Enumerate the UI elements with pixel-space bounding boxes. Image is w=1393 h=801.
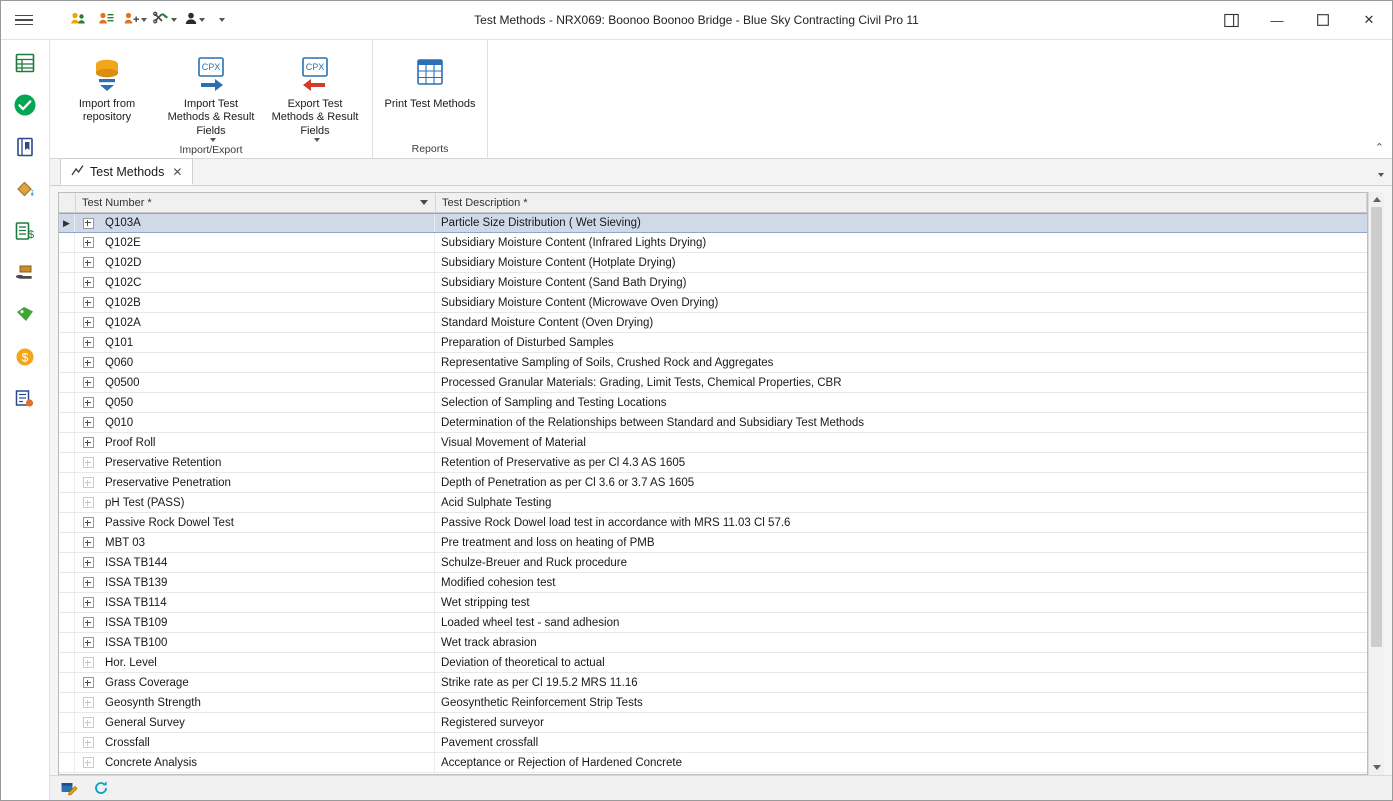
row-expand-button[interactable] [75,513,101,532]
cell-test-description[interactable]: Retention of Preservative as per Cl 4.3 AS 1605 [441,456,686,469]
grid-rows [59,213,1367,773]
table-row[interactable] [59,353,1367,373]
plus-box-icon[interactable] [83,317,94,328]
scroll-down-button[interactable] [1369,760,1384,775]
table-row[interactable] [59,253,1367,273]
table-row[interactable] [59,613,1367,633]
cell-test-description[interactable]: Selection of Sampling and Testing Locations [441,396,667,409]
row-expand-button[interactable] [75,713,101,732]
plus-box-icon[interactable] [83,557,94,568]
cell-test-number[interactable]: Q0500 [101,373,435,392]
row-expand-button[interactable] [75,253,101,272]
cell-test-number[interactable]: Preservative Retention [101,453,435,472]
plus-box-icon[interactable] [83,397,94,408]
cell-test-number[interactable]: ISSA TB114 [101,593,435,612]
plus-box-icon[interactable] [83,537,94,548]
row-indicator [59,493,75,512]
row-indicator [59,653,75,672]
cell-test-description[interactable]: Schulze-Breuer and Ruck procedure [441,556,628,569]
refresh-icon[interactable] [92,779,110,797]
ribbon-group-title-reports: Reports [411,143,449,155]
cell-test-description[interactable]: Acid Sulphate Testing [441,496,552,509]
table-row[interactable] [59,653,1367,673]
plus-box-icon[interactable] [83,757,94,768]
plus-box-icon[interactable] [83,257,94,268]
cell-test-number[interactable]: Geosynth Strength [101,693,435,712]
table-row[interactable] [59,553,1367,573]
cell-test-description[interactable]: Deviation of theoretical to actual [441,656,605,669]
sidebar-item-deliveries[interactable] [11,260,39,288]
import-test-methods-button[interactable] [160,50,262,144]
plus-box-icon[interactable] [83,357,94,368]
table-row[interactable] [59,533,1367,553]
table-row[interactable] [59,293,1367,313]
contacts-button[interactable] [65,7,91,33]
cell-test-description[interactable]: Pre treatment and loss on heating of PMB [441,536,655,549]
cell-test-description[interactable]: Determination of the Relationships between Standard and Subsidiary Test Methods [441,416,864,429]
add-contact-button[interactable] [121,7,149,33]
plus-box-icon[interactable] [83,237,94,248]
cell-test-number[interactable]: Q102B [101,293,435,312]
row-expand-button[interactable] [75,733,101,752]
sidebar-item-diary[interactable] [11,134,39,162]
tab-overflow-icon[interactable] [1378,173,1384,177]
cell-test-description[interactable]: Processed Granular Materials: Grading, Limit Tests, Chemical Properties, CBR [441,376,842,389]
row-indicator [59,353,75,372]
cell-test-number[interactable]: Q101 [101,333,435,352]
cell-test-description[interactable]: Subsidiary Moisture Content (Microwave Oven Drying) [441,296,719,309]
hamburger-line [15,15,33,17]
tab-label: Test Methods [90,164,165,179]
column-test-number-label: Test Number * [82,196,152,209]
row-indicator [59,333,75,352]
row-indicator [59,293,75,312]
plus-box-icon[interactable] [83,437,94,448]
cell-test-description[interactable]: Wet stripping test [441,596,530,609]
row-indicator [59,453,75,472]
plus-box-icon[interactable] [83,737,94,748]
cell-test-description[interactable]: Wet track abrasion [441,636,537,649]
cell-test-description[interactable]: Registered surveyor [441,716,544,729]
plus-box-icon[interactable] [83,337,94,348]
table-row[interactable] [59,693,1367,713]
ribbon-group-reports [373,40,488,158]
main-menu-button[interactable] [1,2,47,39]
row-expand-button[interactable] [75,613,101,632]
table-row[interactable] [59,393,1367,413]
table-row[interactable] [59,413,1367,433]
table-row[interactable] [59,373,1367,393]
table-row[interactable] [59,333,1367,353]
row-indicator [59,513,75,532]
cell-test-number[interactable]: Proof Roll [101,433,435,452]
plus-box-icon[interactable] [83,218,94,229]
document-tab-strip [50,159,1392,186]
plus-box-icon[interactable] [83,457,94,468]
user-icon [184,11,198,30]
row-indicator [59,753,75,772]
tag-icon [14,304,36,329]
scroll-up-button[interactable] [1369,192,1384,207]
paint-bucket-icon [14,178,36,203]
table-row[interactable] [59,573,1367,593]
tab-test-methods[interactable] [60,158,193,185]
main-area [50,40,1392,800]
scroll-thumb[interactable] [1371,207,1382,647]
row-expand-button[interactable] [75,653,101,672]
table-row[interactable] [59,213,1367,233]
sidebar-item-approvals[interactable] [11,92,39,120]
table-row[interactable] [59,313,1367,333]
row-indicator [59,693,75,712]
row-indicator [59,673,75,692]
row-indicator [59,393,75,412]
row-expand-button[interactable] [75,393,101,412]
cell-test-description[interactable]: Loaded wheel test - sand adhesion [441,616,620,629]
sidebar-item-register[interactable] [11,50,39,78]
cell-test-description[interactable]: Subsidiary Moisture Content (Infrared Lights Drying) [441,236,707,249]
cell-test-number[interactable]: Concrete Analysis [101,753,435,772]
table-row[interactable] [59,473,1367,493]
cell-test-number[interactable]: Q010 [101,413,435,432]
cpx-export-icon [295,54,335,94]
table-row[interactable] [59,593,1367,613]
delivery-hand-icon [14,262,36,287]
chevron-down-icon[interactable] [210,138,216,142]
row-expand-button[interactable] [75,453,101,472]
row-expand-button[interactable] [75,553,101,572]
row-indicator [59,233,75,252]
table-row[interactable] [59,513,1367,533]
sidebar-item-costs[interactable] [11,344,39,372]
chart-icon [71,164,84,180]
row-indicator-header [59,193,76,212]
row-expand-button[interactable] [75,373,101,392]
import-from-repository-button[interactable] [56,50,158,127]
row-expand-button[interactable] [75,673,101,692]
dollar-coin-icon [14,346,36,371]
row-indicator [59,313,75,332]
table-row[interactable] [59,433,1367,453]
row-expand-button[interactable] [75,473,101,492]
test-methods-grid [58,192,1368,775]
cell-test-number[interactable]: ISSA TB144 [101,553,435,572]
cell-test-description[interactable]: Visual Movement of Material [441,436,586,449]
chevron-down-icon[interactable] [199,18,205,22]
window-title: Test Methods - NRX069: Boonoo Boonoo Bridge - Blue Sky Contracting Civil Pro 11 [474,13,919,27]
close-icon[interactable]: ✕ [172,164,183,179]
svg-text:CPX: CPX [305,62,325,72]
plus-box-icon[interactable] [83,597,94,608]
svg-text:$: $ [21,350,29,364]
grid-body [59,213,1367,774]
row-expand-button[interactable] [75,293,101,312]
row-indicator [59,573,75,592]
user-button[interactable] [181,7,207,33]
cell-test-description[interactable]: Depth of Penetration as per Cl 3.6 or 3.7 AS 1605 [441,476,695,489]
contact-add-icon [123,11,140,30]
minimize-button[interactable]: — [1270,12,1284,28]
ribbon [50,40,1392,159]
quick-access-toolbar [47,7,235,33]
cell-test-description[interactable]: Subsidiary Moisture Content (Hotplate Drying) [441,256,676,269]
database-import-icon [87,54,127,94]
hamburger-line [15,19,33,21]
cell-test-number[interactable]: Q102D [101,253,435,272]
plus-box-icon[interactable] [83,697,94,708]
chevron-down-icon[interactable] [314,138,320,142]
grid-header-row [59,193,1367,213]
cell-test-description[interactable]: Strike rate as per Cl 19.5.2 MRS 11.16 [441,676,638,689]
plus-box-icon[interactable] [83,677,94,688]
import-test-methods-label: Import Test Methods & Result Fields [167,98,255,137]
print-test-methods-button[interactable] [379,50,481,113]
row-indicator [59,613,75,632]
cell-test-number[interactable]: Grass Coverage [101,673,435,692]
cell-test-number[interactable]: Q050 [101,393,435,412]
cell-test-description[interactable]: Pavement crossfall [441,736,539,749]
plus-box-icon[interactable] [83,657,94,668]
left-icon-bar [1,40,50,800]
contacts-icon [70,11,87,30]
plus-box-icon[interactable] [83,277,94,288]
sidebar-item-finance[interactable] [11,218,39,246]
qat-overflow-button[interactable] [209,7,235,33]
hamburger-line [15,24,33,26]
row-indicator [59,413,75,432]
row-expand-button[interactable] [75,353,101,372]
status-bar [50,775,1392,800]
cell-test-number[interactable]: General Survey [101,713,435,732]
plus-box-icon[interactable] [83,637,94,648]
cell-test-description[interactable]: Passive Rock Dowel load test in accordance with MRS 11.03 Cl 57.6 [441,516,791,529]
cell-test-number[interactable]: Hor. Level [101,653,435,672]
grid-container [50,186,1392,775]
row-indicator [59,713,75,732]
row-expand-button[interactable] [75,433,101,452]
contacts-group-icon [98,11,115,30]
row-expand-button[interactable] [75,313,101,332]
plus-box-icon[interactable] [83,517,94,528]
row-indicator [59,373,75,392]
cell-test-description[interactable]: Particle Size Distribution ( Wet Sieving) [441,217,641,229]
arrow-up-icon [1373,197,1381,202]
cell-test-number[interactable]: pH Test (PASS) [101,493,435,512]
plus-box-icon[interactable] [83,497,94,508]
sidebar-item-tags[interactable] [11,302,39,330]
edit-filter-icon[interactable] [60,779,78,797]
svg-text:CPX: CPX [201,62,221,72]
ledger-dollar-icon [14,220,36,245]
window-controls [1208,2,1392,39]
chevron-down-icon[interactable] [141,18,147,22]
plus-box-icon[interactable] [83,577,94,588]
table-row[interactable] [59,733,1367,753]
table-row[interactable] [59,753,1367,773]
plus-box-icon[interactable] [83,717,94,728]
filter-dropdown-icon[interactable] [420,200,428,205]
cell-test-number[interactable]: ISSA TB109 [101,613,435,632]
chevron-down-icon[interactable] [219,18,225,22]
cell-test-description[interactable]: Representative Sampling of Soils, Crushed Rock and Aggregates [441,356,774,369]
row-expand-button[interactable] [75,233,101,252]
table-row[interactable] [59,633,1367,653]
tools-icon [153,11,170,30]
cell-test-description[interactable]: Preparation of Disturbed Samples [441,336,614,349]
row-expand-button[interactable] [75,633,101,652]
plus-box-icon[interactable] [83,477,94,488]
row-indicator [59,433,75,452]
row-expand-button[interactable] [75,533,101,552]
cell-test-number[interactable]: Q102A [101,313,435,332]
row-expand-button[interactable] [75,573,101,592]
cell-test-description[interactable]: Modified cohesion test [441,576,556,589]
cell-test-description[interactable]: Acceptance or Rejection of Hardened Concrete [441,756,683,769]
row-indicator [59,593,75,612]
row-indicator [59,273,75,292]
cell-test-number[interactable]: Q102C [101,273,435,292]
row-indicator [59,473,75,492]
cell-test-description[interactable]: Geosynthetic Reinforcement Strip Tests [441,696,643,709]
row-indicator [59,533,75,552]
sidebar-item-materials[interactable] [11,176,39,204]
print-grid-icon [411,54,449,94]
report-settings-icon [14,388,36,413]
maximize-button[interactable] [1300,2,1346,39]
row-expand-button[interactable] [75,214,101,232]
row-indicator [59,553,75,572]
cell-test-number[interactable]: ISSA TB139 [101,573,435,592]
row-expand-button[interactable] [75,413,101,432]
cell-test-number[interactable]: Q102E [101,233,435,252]
row-indicator [59,253,75,272]
cell-test-number[interactable]: ISSA TB100 [101,633,435,652]
table-row[interactable] [59,493,1367,513]
layout-button[interactable] [1208,2,1254,39]
table-row[interactable] [59,673,1367,693]
row-indicator [59,633,75,652]
ribbon-group-title-import-export: Import/Export [179,144,243,157]
row-expand-button[interactable] [75,273,101,292]
contacts-group-button[interactable] [93,7,119,33]
grid-vertical-scrollbar[interactable] [1368,192,1384,775]
plus-box-icon[interactable] [83,377,94,388]
chevron-down-icon[interactable] [171,18,177,22]
cpx-import-icon [191,54,231,94]
cell-test-number[interactable]: Passive Rock Dowel Test [101,513,435,532]
check-circle-icon [13,93,37,120]
cell-test-description[interactable]: Standard Moisture Content (Oven Drying) [441,316,654,329]
notebook-icon [14,136,36,161]
column-test-description-label: Test Description * [442,196,528,209]
column-test-number[interactable] [76,193,436,212]
table-row[interactable] [59,713,1367,733]
plus-box-icon[interactable] [83,297,94,308]
export-test-methods-button[interactable] [264,50,366,144]
row-expand-button[interactable] [75,693,101,712]
title-bar [1,1,1392,40]
cell-test-number[interactable]: Q103A [101,214,435,232]
cell-test-number[interactable]: Q060 [101,353,435,372]
scroll-track[interactable] [1369,207,1384,760]
cell-test-number[interactable]: MBT 03 [101,533,435,552]
ribbon-group-items [375,44,485,113]
plus-box-icon[interactable] [83,617,94,628]
ribbon-group-import-export [50,40,373,158]
cell-test-description[interactable]: Subsidiary Moisture Content (Sand Bath Drying) [441,276,687,289]
import-from-repository-label: Import from repository [78,98,136,124]
sidebar-item-reports[interactable] [11,386,39,414]
cell-test-number[interactable]: Preservative Penetration [101,473,435,492]
collapse-ribbon-button[interactable]: ⌃ [1374,142,1384,154]
row-expand-button[interactable] [75,333,101,352]
cell-test-number[interactable]: Crossfall [101,733,435,752]
close-button[interactable]: ✕ [1363,12,1375,27]
row-expand-button[interactable] [75,593,101,612]
table-row[interactable] [59,233,1367,253]
plus-box-icon[interactable] [83,417,94,428]
column-test-description[interactable] [436,193,1367,212]
window-body [1,40,1392,800]
table-row[interactable] [59,453,1367,473]
row-expand-button[interactable] [75,753,101,772]
row-indicator: ▶ [59,214,75,232]
register-grid-icon [14,52,36,77]
ribbon-group-items [52,44,370,144]
row-indicator [59,733,75,752]
table-row[interactable] [59,273,1367,293]
svg-text:$: $ [28,228,35,241]
tools-button[interactable] [151,7,179,33]
print-test-methods-label: Print Test Methods [384,98,476,110]
export-test-methods-label: Export Test Methods & Result Fields [271,98,359,137]
row-expand-button[interactable] [75,493,101,512]
arrow-down-icon [1373,765,1381,770]
